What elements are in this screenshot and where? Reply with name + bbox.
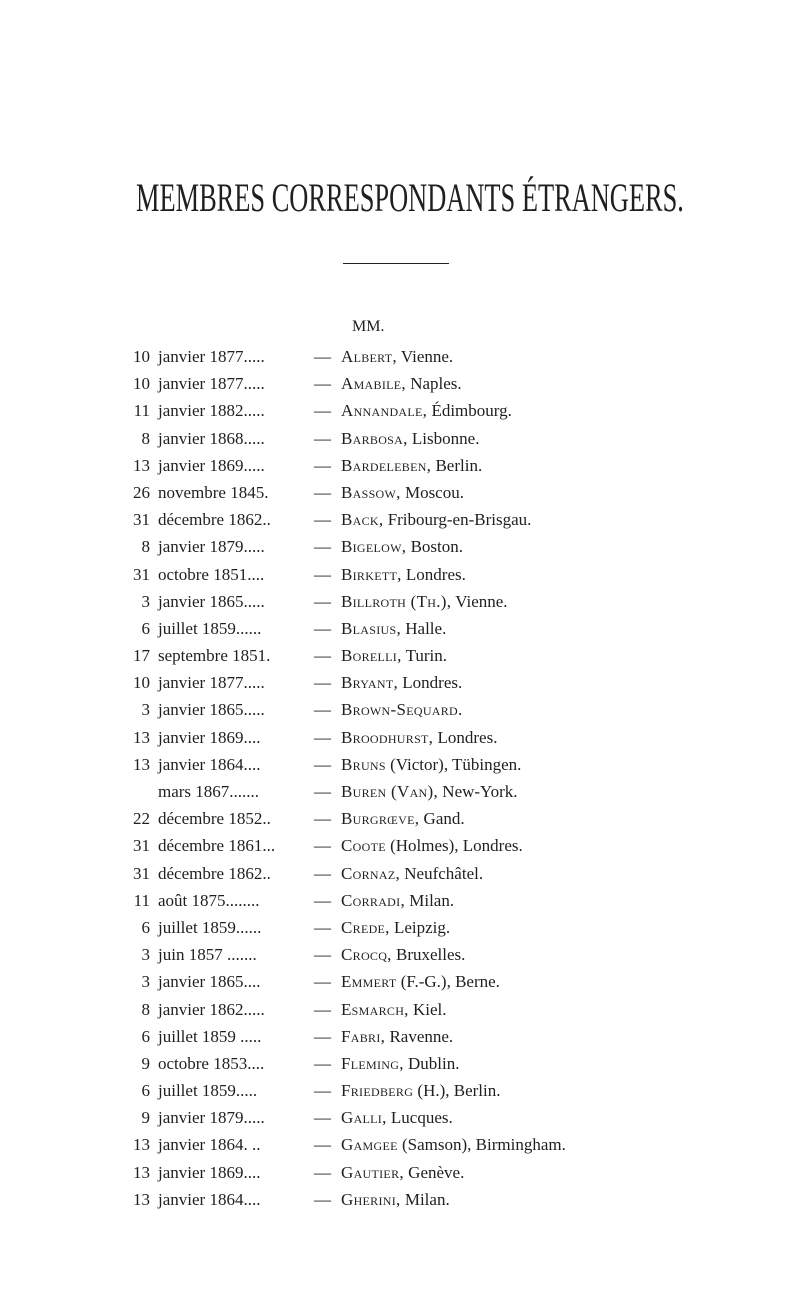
- member-name: Cornaz,: [341, 863, 401, 883]
- entry-day: 26: [133, 482, 150, 502]
- member-name: Burgrœve,: [341, 809, 420, 829]
- member-place: Fribourg-en-Brisgau.: [383, 510, 532, 530]
- entry-date: décembre 1862..: [158, 510, 271, 530]
- member-row: [0, 1159, 800, 1186]
- member-row: [0, 805, 800, 832]
- member-place: (Samson), Birmingham.: [397, 1135, 566, 1155]
- entry-date: janvier 1868.....: [158, 428, 265, 448]
- entry-person: [341, 1186, 450, 1213]
- entry-person: [341, 887, 454, 914]
- entry-dash: —: [314, 809, 331, 829]
- entry-day: 8: [141, 537, 150, 557]
- entry-person: [341, 996, 447, 1023]
- entry-person: [341, 669, 462, 696]
- member-place: Dublin.: [403, 1053, 460, 1073]
- member-place: Londres.: [398, 673, 463, 693]
- member-name: Fabri,: [341, 1026, 386, 1046]
- entry-person: [341, 425, 479, 452]
- entry-person: [341, 832, 523, 859]
- member-name: Amabile,: [341, 374, 406, 394]
- member-place: Vienne.: [451, 591, 508, 611]
- member-name: Buren (Van),: [341, 782, 439, 801]
- entry-day: 8: [141, 999, 150, 1019]
- entry-dash: —: [314, 754, 331, 774]
- entry-dash: —: [314, 374, 331, 394]
- member-place: Londres.: [401, 564, 466, 584]
- entry-person: [341, 370, 462, 397]
- member-row: [0, 996, 800, 1023]
- member-place: Milan.: [405, 890, 455, 910]
- entry-dash: —: [314, 1189, 331, 1209]
- entry-person: [341, 751, 521, 778]
- member-name: Gamgee: [341, 1135, 398, 1155]
- title-rule: [343, 263, 449, 264]
- member-name: Bryant,: [341, 673, 399, 693]
- member-place: (H.), Berlin.: [413, 1081, 501, 1101]
- entry-day: 11: [133, 890, 150, 910]
- entry-date: janvier 1869....: [158, 1162, 261, 1182]
- entry-person: [341, 696, 463, 723]
- entry-day: 13: [133, 754, 150, 774]
- member-place: (Victor), Tübingen.: [385, 754, 522, 774]
- member-place: Milan.: [400, 1189, 450, 1209]
- entry-date: janvier 1879.....: [158, 537, 265, 557]
- entry-dash: —: [314, 727, 331, 747]
- entry-dash: —: [314, 1081, 331, 1101]
- entry-date: janvier 1882.....: [158, 401, 265, 421]
- entry-day: 31: [133, 863, 150, 883]
- entry-day: 11: [133, 401, 150, 421]
- entry-dash: —: [314, 863, 331, 883]
- member-row: [0, 1104, 800, 1131]
- entry-day: 13: [133, 727, 150, 747]
- member-name: Barbosa,: [341, 428, 408, 448]
- entry-person: [341, 1077, 501, 1104]
- entry-dash: —: [314, 673, 331, 693]
- member-row: [0, 533, 800, 560]
- entry-day: 10: [133, 374, 150, 394]
- member-place: Lucques.: [386, 1108, 453, 1128]
- member-row: [0, 425, 800, 452]
- entry-date: juin 1857 .......: [158, 945, 257, 965]
- member-name: Broodhurst,: [341, 727, 434, 747]
- member-name: Crocq,: [341, 945, 392, 965]
- entry-day: 3: [141, 591, 150, 611]
- entry-person: [341, 968, 500, 995]
- member-place: Boston.: [406, 537, 463, 557]
- member-place: Naples.: [405, 374, 462, 394]
- entry-person: [341, 588, 508, 615]
- member-row: [0, 778, 800, 805]
- member-place: Londres.: [433, 727, 498, 747]
- entry-person: [341, 724, 497, 751]
- entry-dash: —: [314, 999, 331, 1019]
- entry-dash: —: [314, 510, 331, 530]
- entry-dash: —: [314, 564, 331, 584]
- member-place: Bruxelles.: [391, 945, 466, 965]
- entry-person: [341, 1023, 453, 1050]
- member-row: [0, 506, 800, 533]
- member-place: Lisbonne.: [407, 428, 480, 448]
- member-name: Coote: [341, 836, 386, 856]
- entry-dash: —: [314, 945, 331, 965]
- member-row: [0, 479, 800, 506]
- member-list: [0, 343, 800, 1213]
- member-name: Bassow,: [341, 482, 401, 502]
- entry-date: janvier 1864....: [158, 1189, 261, 1209]
- entry-day: 6: [141, 618, 150, 638]
- entry-person: [341, 479, 464, 506]
- member-name: Blasius,: [341, 618, 401, 638]
- member-place: Moscou.: [400, 482, 464, 502]
- entry-date: juillet 1859.....: [158, 1081, 258, 1101]
- entry-dash: —: [314, 537, 331, 557]
- entry-day: 3: [141, 700, 150, 720]
- entry-date: septembre 1851.: [158, 646, 271, 666]
- entry-dash: —: [314, 455, 331, 475]
- member-row: [0, 1077, 800, 1104]
- entry-date: janvier 1879.....: [158, 1108, 265, 1128]
- member-name: Galli,: [341, 1108, 387, 1128]
- entry-person: [341, 1159, 464, 1186]
- entry-day: 3: [141, 945, 150, 965]
- member-place: Halle.: [401, 618, 447, 638]
- entry-day: 9: [141, 1108, 150, 1128]
- entry-dash: —: [314, 700, 331, 720]
- member-name: Brown-Sequard.: [341, 700, 463, 720]
- entry-dash: —: [314, 482, 331, 502]
- entry-date: octobre 1853....: [158, 1053, 265, 1073]
- entry-date: mars 1867.......: [158, 782, 260, 801]
- entry-dash: —: [314, 646, 331, 666]
- entry-day: 13: [133, 455, 150, 475]
- member-row: [0, 696, 800, 723]
- entry-person: [341, 533, 463, 560]
- entry-day: 3: [141, 972, 150, 992]
- entry-date: octobre 1851....: [158, 564, 265, 584]
- entry-day: 31: [133, 564, 150, 584]
- entry-date: décembre 1861...: [158, 836, 276, 856]
- entry-date: janvier 1869....: [158, 727, 261, 747]
- member-row: [0, 724, 800, 751]
- entry-day: 17: [133, 646, 150, 666]
- entry-date: décembre 1862..: [158, 863, 271, 883]
- member-place: Gand.: [419, 809, 465, 829]
- member-name: Fleming,: [341, 1053, 404, 1073]
- member-row: [0, 1023, 800, 1050]
- entry-day: 13: [133, 1162, 150, 1182]
- member-name: Gherini,: [341, 1189, 401, 1209]
- member-place: (Holmes), Londres.: [385, 836, 523, 856]
- entry-person: [341, 860, 483, 887]
- entry-person: [341, 343, 453, 370]
- entry-dash: —: [314, 1026, 331, 1046]
- entry-dash: —: [314, 401, 331, 421]
- member-row: [0, 669, 800, 696]
- member-row: [0, 887, 800, 914]
- entry-date: janvier 1869.....: [158, 455, 265, 475]
- member-place: New-York.: [438, 782, 518, 801]
- member-row: [0, 860, 800, 887]
- member-name: Gautier,: [341, 1162, 404, 1182]
- entry-dash: —: [314, 1162, 331, 1182]
- entry-date: janvier 1865....: [158, 972, 261, 992]
- member-name: Birkett,: [341, 564, 402, 584]
- entry-person: [341, 615, 446, 642]
- member-row: [0, 588, 800, 615]
- entry-day: 9: [141, 1053, 150, 1073]
- member-name: Billroth (Th.),: [341, 591, 452, 611]
- member-place: Turin.: [401, 646, 448, 666]
- member-name: Back,: [341, 510, 384, 530]
- member-row: [0, 751, 800, 778]
- member-place: Leipzig.: [389, 917, 451, 937]
- entry-dash: —: [314, 347, 331, 366]
- member-row: [0, 914, 800, 941]
- entry-day: 10: [133, 673, 150, 693]
- entry-date: janvier 1865.....: [158, 591, 265, 611]
- member-name: Annandale,: [341, 401, 428, 421]
- member-name: Friedberg: [341, 1081, 414, 1101]
- entry-day: 10: [133, 347, 150, 366]
- entry-dash: —: [314, 917, 331, 937]
- entry-date: août 1875........: [158, 890, 260, 910]
- entry-date: janvier 1864....: [158, 754, 261, 774]
- member-name: Albert,: [341, 347, 397, 366]
- member-name: Corradi,: [341, 890, 405, 910]
- entry-day: 13: [133, 1135, 150, 1155]
- member-row: [0, 1131, 800, 1158]
- entry-person: [341, 914, 450, 941]
- entry-date: janvier 1862.....: [158, 999, 265, 1019]
- entry-person: [341, 778, 518, 805]
- entry-day: 31: [133, 510, 150, 530]
- entry-date: janvier 1877.....: [158, 347, 265, 366]
- member-row: [0, 397, 800, 424]
- member-name: Bruns: [341, 754, 386, 774]
- entry-person: [341, 397, 512, 424]
- entry-day: 8: [141, 428, 150, 448]
- member-row: [0, 1186, 800, 1213]
- member-row: [0, 561, 800, 588]
- member-row: [0, 452, 800, 479]
- entry-dash: —: [314, 591, 331, 611]
- entry-day: 6: [141, 1026, 150, 1046]
- member-place: Neufchâtel.: [400, 863, 484, 883]
- entry-dash: —: [314, 782, 331, 801]
- entry-date: novembre 1845.: [158, 482, 269, 502]
- member-row: [0, 941, 800, 968]
- entry-date: juillet 1859 .....: [158, 1026, 262, 1046]
- member-name: Borelli,: [341, 646, 402, 666]
- member-name: Esmarch,: [341, 999, 409, 1019]
- entry-dash: —: [314, 428, 331, 448]
- member-place: (F.-G.), Berne.: [396, 972, 500, 992]
- entry-day: 22: [133, 809, 150, 829]
- member-row: [0, 642, 800, 669]
- entry-dash: —: [314, 890, 331, 910]
- entry-person: [341, 561, 466, 588]
- member-row: [0, 370, 800, 397]
- entry-day: 6: [141, 917, 150, 937]
- member-row: [0, 832, 800, 859]
- entry-date: janvier 1877.....: [158, 374, 265, 394]
- entry-person: [341, 941, 465, 968]
- member-row: [0, 968, 800, 995]
- entry-dash: —: [314, 1135, 331, 1155]
- entry-day: 31: [133, 836, 150, 856]
- member-row: [0, 343, 800, 370]
- entry-dash: —: [314, 1053, 331, 1073]
- entry-day: 6: [141, 1081, 150, 1101]
- entry-date: janvier 1865.....: [158, 700, 265, 720]
- entry-date: janvier 1864. ..: [158, 1135, 261, 1155]
- entry-date: juillet 1859......: [158, 917, 262, 937]
- member-row: [0, 615, 800, 642]
- entry-person: [341, 1050, 460, 1077]
- entry-person: [341, 1104, 453, 1131]
- entry-dash: —: [314, 618, 331, 638]
- member-place: Genève.: [403, 1162, 465, 1182]
- entry-person: [341, 506, 531, 533]
- entry-day: 13: [133, 1189, 150, 1209]
- entry-dash: —: [314, 836, 331, 856]
- member-row: [0, 1050, 800, 1077]
- entry-date: juillet 1859......: [158, 618, 262, 638]
- page-title: MEMBRES CORRESPONDANTS ÉTRANGERS.: [136, 175, 684, 220]
- entry-dash: —: [314, 1108, 331, 1128]
- member-name: Bardeleben,: [341, 455, 432, 475]
- entry-person: [341, 1131, 566, 1158]
- salutation: MM.: [352, 318, 385, 335]
- member-place: Vienne.: [396, 347, 454, 366]
- member-name: Bigelow,: [341, 537, 407, 557]
- entry-person: [341, 805, 465, 832]
- entry-date: janvier 1877.....: [158, 673, 265, 693]
- member-name: Crede,: [341, 917, 390, 937]
- entry-person: [341, 452, 482, 479]
- member-place: Ravenne.: [385, 1026, 454, 1046]
- member-place: Kiel.: [408, 999, 447, 1019]
- entry-date: décembre 1852..: [158, 809, 271, 829]
- member-place: Berlin.: [431, 455, 483, 475]
- entry-person: [341, 642, 447, 669]
- member-place: Édimbourg.: [427, 401, 512, 421]
- member-name: Emmert: [341, 972, 397, 992]
- entry-dash: —: [314, 972, 331, 992]
